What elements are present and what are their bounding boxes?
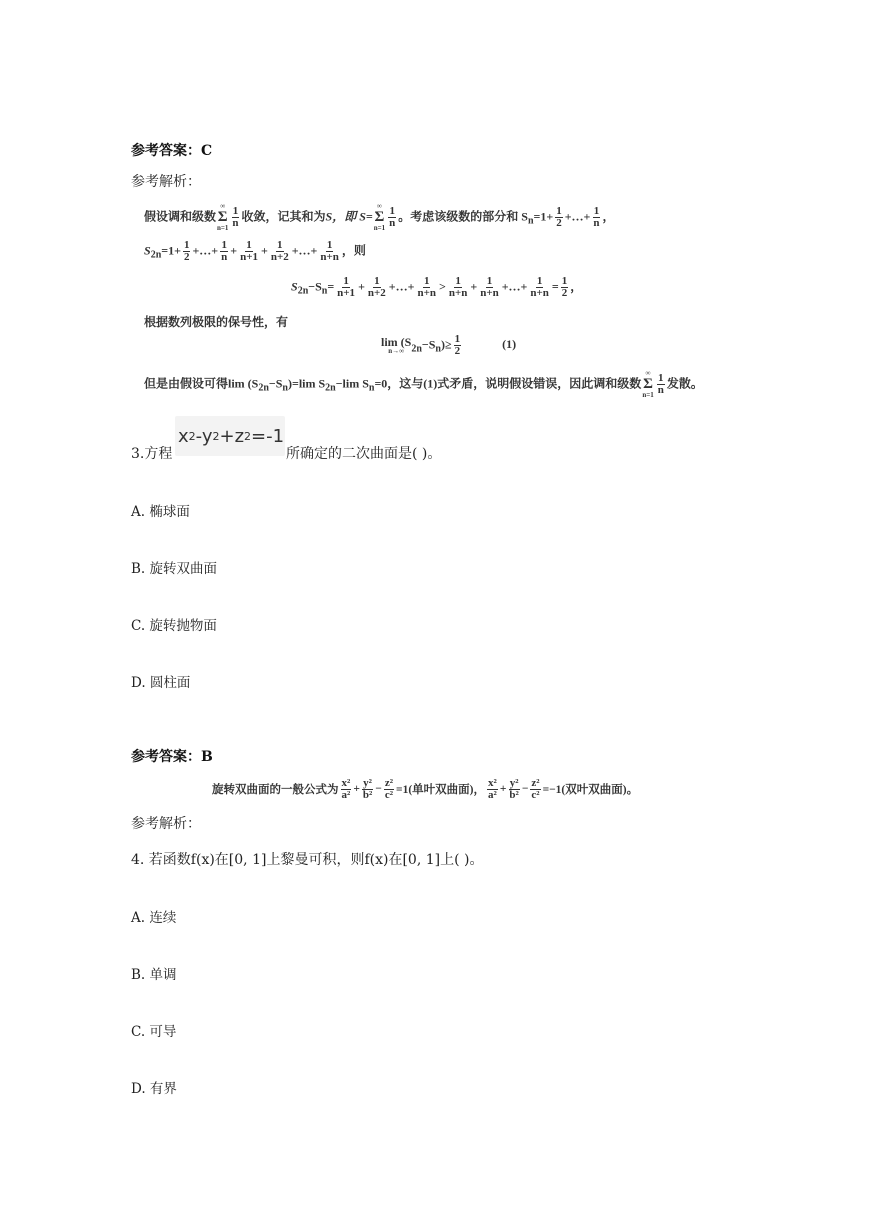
formula-image: 旋转双曲面的一般公式为 $\frac{\text{x²}}{\text{a²}}$ + $\frac{\text{y²}}{\text{b²}}$ − $\frac{\text{z²}}{\text{c²}}$ =1(单叶双曲面)， $\frac{\text{x²}}{\text{a²}}$ + $\frac{\text{y²}}{\text{b²}}$ − $\frac{\text{z²}}{\text{c²}}$ =−1(双叶双曲面)。 <box>212 776 639 801</box>
proof-line-3: $S_{2n}-S_n=$ $\frac{1}{n+1}$ + $\frac{1}{n+2}$ +…+ $\frac{1}{n+n}$ > $\frac{1}{n+n}$ + $\frac{1}{n+n}$ +…+ $\frac{1}{n+n}$ = $\frac{1}{2}$ ， <box>291 275 583 299</box>
analysis-label: 参考解析： <box>131 174 201 190</box>
answer-label: 参考答案：B <box>131 749 213 765</box>
proof-line-4: 根据数列极限的保号性，有 <box>144 315 289 329</box>
question-3-prefix: 3.方程 <box>131 446 173 462</box>
equation-image: x 2 -y 2 +z 2 =-1 <box>175 416 285 456</box>
option-c: C. 旋转抛物面 <box>131 618 217 634</box>
option-b: B. 单调 <box>131 967 177 983</box>
option-c: C. 可导 <box>131 1024 177 1040</box>
proof-line-5: lim (S n→∞ $_{2n}-S_n)\ge$ $\frac{1}{2}$ (1) <box>381 333 517 357</box>
question-3-suffix: 所确定的二次曲面是( )。 <box>286 446 442 462</box>
option-b: B. 旋转双曲面 <box>131 561 218 577</box>
proof-line-1: 假设调和级数 ∞ Σ n=1 $\frac{1}{n}$ 收敛，记其和为S，即 S= ∞ Σ n=1 $\frac{1}{n}$ 。考虑该级数的部分和 $S_n=1+$ $\frac{1}{2}$ +…+ $\frac{1}{n}$ ， <box>144 202 615 232</box>
analysis-label: 参考解析： <box>131 816 201 832</box>
answer-label: 参考答案：C <box>131 143 213 159</box>
option-d: D. 有界 <box>131 1081 177 1097</box>
option-d: D. 圆柱面 <box>131 675 191 691</box>
question-4-stem: 4. 若函数f(x)在[0, 1]上黎曼可积，则f(x)在[0, 1]上( )。 <box>131 852 484 868</box>
option-a: A. 椭球面 <box>131 504 190 520</box>
proof-line-6: 但是由假设可得$\lim (S_{2n}-S_n)=\lim$ $S_{2n}-\lim$ $S_n=0$，这与(1)式矛盾，说明假设错误，因此调和级数 ∞ Σ n=1 $\frac{1}{n}$ 发散。 <box>144 369 703 399</box>
option-a: A. 连续 <box>131 910 177 926</box>
proof-line-2: $S_{2n}=1+$ $\frac{1}{2}$ +…+ $\frac{1}{n}$ + $\frac{1}{n+1}$ + $\frac{1}{n+2}$ +…+ $\frac{1}{n+n}$ ，则 <box>144 239 366 263</box>
